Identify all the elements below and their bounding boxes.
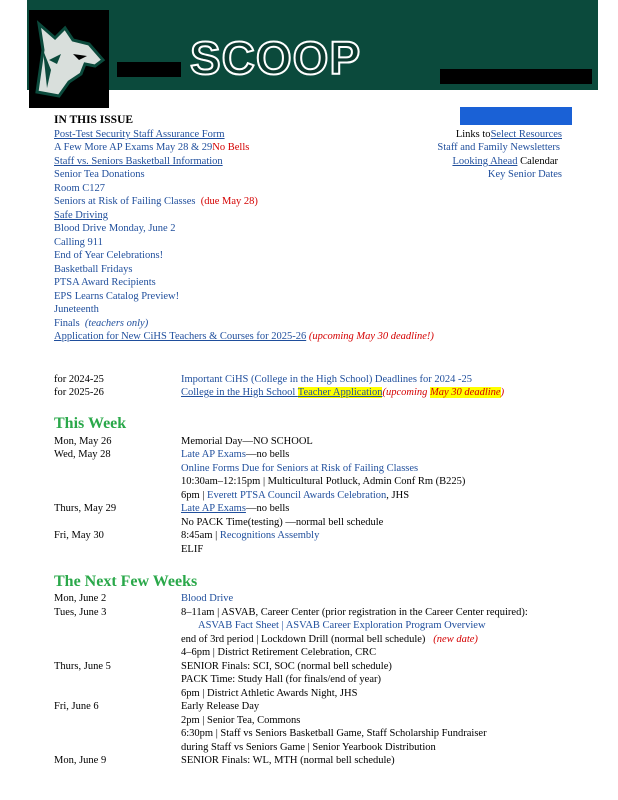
ptsa-awards-link[interactable]: Everett PTSA Council Awards Celebration — [207, 490, 387, 501]
next-event-4c: 6:30pm | Staff vs Seniors Basketball Game, Staff Scholarship Fundraiser — [181, 728, 487, 739]
recognitions-assembly-link[interactable]: Recognitions Assembly — [219, 530, 320, 541]
toc-item-10[interactable]: End of Year Celebrations! — [54, 250, 164, 261]
calendar-label: Calendar — [517, 156, 558, 167]
toc-item-9[interactable]: Calling 911 — [54, 237, 103, 248]
next-event-5a: SENIOR Finals: WL, MTH (normal bell schedule) — [181, 755, 395, 766]
next-date-1: Mon, June 2 — [54, 593, 107, 604]
asvab-links-row[interactable] — [198, 619, 486, 632]
toc-item-14[interactable]: Juneteenth — [54, 304, 99, 315]
husky-wolf-logo — [29, 10, 109, 108]
toc-item-2[interactable] — [54, 141, 249, 154]
cihs-teacher-application-row[interactable] — [181, 386, 504, 399]
toc-item-1[interactable]: Post-Test Security Staff Assurance Form — [54, 129, 225, 140]
newsletter-title: SCOOP — [190, 32, 362, 84]
toc-item-12[interactable]: PTSA Award Recipients — [54, 277, 156, 288]
late-ap-exams-link[interactable]: Late AP Exams — [181, 449, 246, 460]
cihs-note-a: (upcoming — [382, 387, 430, 398]
cihs-application-link[interactable]: College in the High School — [181, 387, 298, 398]
no-bells-text: —no bells — [245, 449, 290, 460]
next-event-3a: SENIOR Finals: SCI, SOC (normal bell schedule) — [181, 661, 392, 672]
next-event-3b: PACK Time: Study Hall (for finals/end of year) — [181, 674, 381, 685]
toc-item-16-link[interactable]: Application for New CiHS Teachers & Courses for 2025-26 — [54, 331, 307, 342]
toc-item-11[interactable]: Basketball Fridays — [54, 264, 133, 275]
toc-item-8[interactable]: Blood Drive Monday, June 2 — [54, 223, 176, 234]
links-header-block — [460, 107, 572, 125]
toc-item-6[interactable] — [54, 195, 258, 208]
toc-item-15[interactable] — [54, 317, 148, 330]
toc-item-13[interactable]: EPS Learns Catalog Preview! — [54, 291, 180, 302]
toc-item-5[interactable]: Room C127 — [54, 183, 106, 194]
toc-item-4[interactable]: Senior Tea Donations — [54, 169, 145, 180]
next-event-2a: 8–11am | ASVAB, Career Center (prior registration in the Career Center required): — [181, 607, 528, 618]
cihs-deadlines-link[interactable]: Important CiHS (College in the High School) Deadlines for 2024 -25 — [181, 374, 473, 385]
next-event-4a: Early Release Day — [181, 701, 260, 712]
cihs-row1-label: for 2024-25 — [54, 374, 104, 385]
next-event-3c: 6pm | District Athletic Awards Night, JHS — [181, 688, 358, 699]
next-event-4d: during Staff vs Seniors Game | Senior Yearbook Distribution — [181, 742, 436, 753]
toc-item-16[interactable] — [54, 330, 434, 343]
week-event-2a[interactable] — [181, 448, 289, 461]
blood-drive-link[interactable]: Blood Drive — [181, 593, 234, 604]
next-date-4: Fri, June 6 — [54, 701, 99, 712]
week-date-1: Mon, May 26 — [54, 436, 112, 447]
week-date-3: Thurs, May 29 — [54, 503, 117, 514]
ptsa-location: , JHS — [386, 490, 410, 501]
this-week-heading: This Week — [54, 415, 127, 432]
cihs-row2-label: for 2025-26 — [54, 387, 104, 398]
next-date-2: Tues, June 3 — [54, 607, 107, 618]
toc-item-3[interactable]: Staff vs. Seniors Basketball Information — [54, 156, 223, 167]
in-this-issue-heading: IN THIS ISSUE — [54, 114, 134, 126]
toc-item-7[interactable]: Safe Driving — [54, 210, 108, 221]
week-date-4: Fri, May 30 — [54, 530, 104, 541]
week-event-4b: ELIF — [181, 544, 204, 555]
online-forms-link[interactable]: Online Forms Due for Seniors at Risk of Failing Classes — [181, 463, 419, 474]
next-date-5: Mon, June 9 — [54, 755, 107, 766]
toc-item-6-link[interactable]: Seniors at Risk of Failing Classes — [54, 196, 196, 207]
cihs-deadline-highlight: May 30 deadline — [430, 387, 501, 398]
links-select-resources[interactable] — [456, 128, 562, 141]
select-resources-link[interactable]: Select Resources — [490, 129, 562, 140]
toc-item-15-note: (teachers only) — [84, 318, 149, 329]
looking-ahead-row[interactable] — [452, 155, 558, 168]
asvab-overview-link[interactable]: ASVAB Career Exploration Program Overview — [285, 620, 486, 631]
teacher-application-link[interactable]: Teacher Application — [297, 387, 383, 398]
late-ap-exams-link-2[interactable]: Late AP Exams — [181, 503, 246, 514]
no-bells-text-2: —no bells — [245, 503, 290, 514]
week-event-1: Memorial Day—NO SCHOOL — [181, 436, 313, 447]
cihs-note-c: ) — [500, 387, 505, 398]
toc-item-2-note: No Bells — [212, 142, 250, 153]
toc-item-15-link[interactable]: Finals — [54, 318, 80, 329]
links-prefix: Links to — [455, 129, 491, 140]
header-bar-left — [117, 62, 181, 77]
next-event-2d: 4–6pm | District Retirement Celebration, CRC — [181, 647, 377, 658]
next-weeks-heading: The Next Few Weeks — [54, 573, 198, 590]
next-event-2c — [181, 633, 478, 646]
week-event-3b: No PACK Time(testing) —normal bell schedule — [181, 517, 384, 528]
asvab-separator: | — [278, 620, 286, 631]
looking-ahead-link[interactable]: Looking Ahead — [452, 156, 518, 167]
toc-item-2-link[interactable]: A Few More AP Exams May 28 & 29 — [54, 142, 213, 153]
next-event-4b: 2pm | Senior Tea, Commons — [181, 715, 301, 726]
staff-family-newsletters-link[interactable]: Staff and Family Newsletters — [437, 142, 560, 153]
week-event-4a[interactable] — [181, 529, 319, 542]
ptsa-time: 6pm | — [181, 490, 208, 501]
week-event-3a[interactable] — [181, 502, 289, 515]
toc-item-16-note: (upcoming May 30 deadline!) — [308, 331, 434, 342]
week-event-2c: 10:30am–12:15pm | Multicultural Potluck, Admin Conf Rm (B225) — [181, 476, 466, 487]
lockdown-drill-text: end of 3rd period | Lockdown Drill (normal bell schedule) — [181, 634, 426, 645]
next-date-3: Thurs, June 5 — [54, 661, 111, 672]
toc-item-6-note: (due May 28) — [200, 196, 258, 207]
key-senior-dates-link[interactable]: Key Senior Dates — [487, 169, 562, 180]
week-date-2: Wed, May 28 — [54, 449, 111, 460]
new-date-note: (new date) — [433, 634, 478, 645]
asvab-fact-sheet-link[interactable]: ASVAB Fact Sheet — [198, 620, 279, 631]
week-event-2d[interactable] — [181, 489, 409, 502]
header-bar-right — [440, 69, 592, 84]
assembly-time: 8:45am | — [181, 530, 220, 541]
